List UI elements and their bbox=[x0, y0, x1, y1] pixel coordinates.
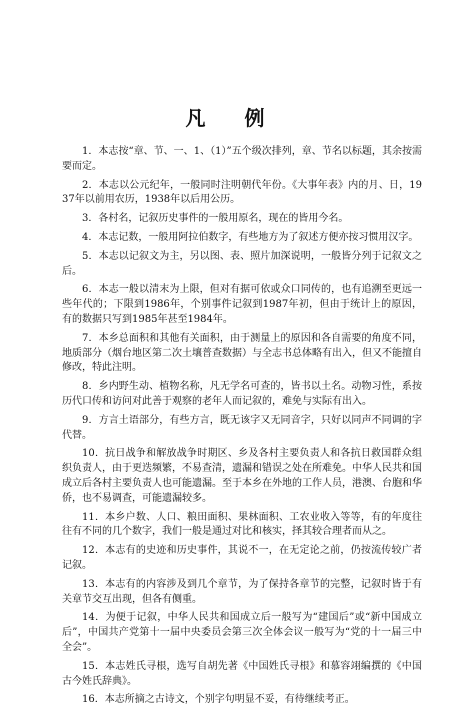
paragraph-16: 16．本志所摘之古诗文，个别字句明显不妥，有待继续考正。 bbox=[82, 694, 355, 706]
paragraph-5: 5．本志以记叙文为主，另以图、表、照片加深说明，一般皆分列于记叙文之后。 bbox=[62, 250, 422, 277]
paragraph-9: 9．方言土语部分，有些方言，既无该字又无同音字，只好以同声不同调的字代替。 bbox=[62, 414, 422, 441]
document-body bbox=[62, 145, 422, 712]
paragraph-14: 14．为便于记叙，中华人民共和国成立后一般写为“建国后”或“新中国成立后”，中国共产党第十一届中央委员会第三次全体会议一般写为“党的十一届三中全会”。 bbox=[62, 612, 422, 653]
page-title: 凡 例 bbox=[185, 106, 281, 130]
paragraph-2: 2．本志以公元纪年，一般同时注明朝代年份。《大事年表》内的月、日，1937年以前用农历，1938年以后用公历。 bbox=[62, 179, 422, 206]
paragraph-7: 7．本乡总面积和其他有关面积，由于测量上的原因和各自需要的角度不同，地质部分（烟台地区第二次土壤普查数据）与全志书总体略有出入，但又不能擅自修改，特此注明。 bbox=[62, 332, 422, 374]
paragraph-13: 13．本志有的内容涉及到几个章节，为了保持各章节的完整，记叙时皆于有关章节交互出现，但各有侧重。 bbox=[62, 578, 422, 605]
paragraph-1: 1．本志按“章、节、一、1、（1）”五个级次排列，章、节名以标题，其余按需要而定。 bbox=[62, 146, 422, 172]
paragraph-15: 15．本志姓氏寻根，选写自胡先著《中国姓氏寻根》和慕容翊编撰的《中国古今姓氏辞典》。 bbox=[62, 660, 422, 687]
paragraph-10: 10．抗日战争和解放战争时期区、乡及各村主要负责人和各抗日救国群众组织负责人，由于更迭频繁，不易查清，遗漏和错误之处在所难免。中华人民共和国成立后各村主要负责人也可能遗漏。至于本乡在外地的工作人员，港澳、台胞和华侨，也不易调查，可能遗漏较多。 bbox=[62, 448, 422, 504]
paragraph-4: 4．本志记数，一般用阿拉伯数字，有些地方为了叙述方便亦按习惯用汉字。 bbox=[82, 231, 419, 243]
paragraph-12: 12．本志有的史迹和历史事件，其说不一，在无定论之前，仍按流传较广者记叙。 bbox=[62, 545, 422, 571]
paragraph-11: 11．本乡户数、人口、粮田面积、果林面积、工农业收入等等，有的年度往往有不同的几个数字，我们一般是通过对比和核实，择其较合理者而从之。 bbox=[62, 511, 422, 538]
paragraph-6: 6．本志一般以清末为上限，但对有据可依或众口同传的，也有追溯至更远一些年代的；下限到1986年，个别事件记叙到1987年初，但由于统计上的原因，有的数据只写到1985年甚至1984年。 bbox=[62, 284, 422, 325]
paragraph-3: 3．各村名，记叙历史事件的一般用原名，现在的皆用今名。 bbox=[82, 213, 349, 225]
paragraph-8: 8．乡内野生动、植物名称，凡无学名可查的，皆书以土名。动物习性，系按历代口传和访问对此善于观察的老年人而记叙的，难免与实际有出入。 bbox=[62, 381, 422, 407]
